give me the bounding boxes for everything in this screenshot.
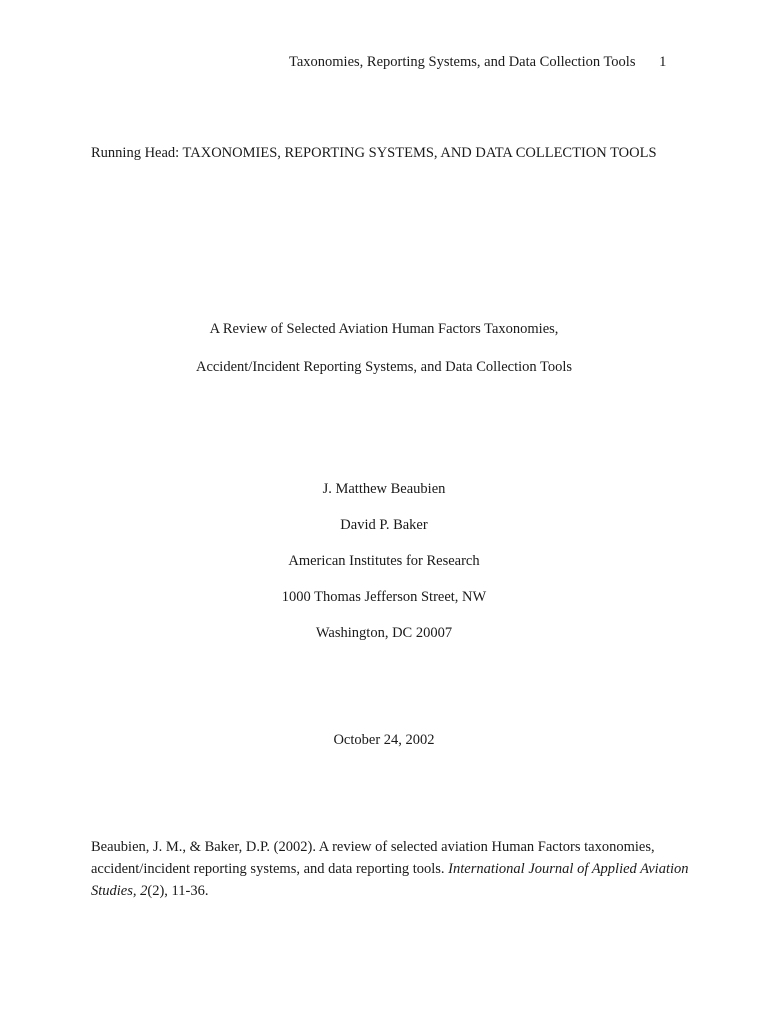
citation-authors-year: Beaubien, J. M., & Baker, D.P. (2002). A review of selected aviation Human Factors [91, 839, 581, 855]
street-address: 1000 Thomas Jefferson Street, NW [281, 589, 487, 605]
author-name: David P. Baker [340, 517, 428, 533]
citation-journal-line-1: International Journal [448, 861, 574, 877]
citation-issue-pages: (2), 11-36. [147, 883, 209, 899]
document-date: October 24, 2002 [333, 732, 435, 748]
author-name: J. Matthew Beaubien [322, 481, 446, 497]
citation-title: taxonomies, accident/incident reporting systems, and data reporting tools. [91, 839, 655, 877]
citation [91, 836, 691, 902]
city-address: Washington, DC 20007 [315, 625, 453, 641]
title-line-2: Accident/Incident Reporting Systems, and Data Collection Tools [195, 359, 573, 375]
running-head: Running Head: TAXONOMIES, REPORTING SYSTEMS, AND DATA COLLECTION TOOLS [91, 145, 657, 161]
page-header [289, 54, 666, 71]
institution-name: American Institutes for Research [288, 553, 480, 569]
citation-journal-line-2: of Applied Aviation Studies, 2 [91, 861, 689, 899]
page-number: 1 [659, 54, 667, 70]
title-line-1: A Review of Selected Aviation Human Factors Taxonomies, [209, 321, 559, 337]
header-title: Taxonomies, Reporting Systems, and Data Collection Tools [289, 54, 636, 70]
